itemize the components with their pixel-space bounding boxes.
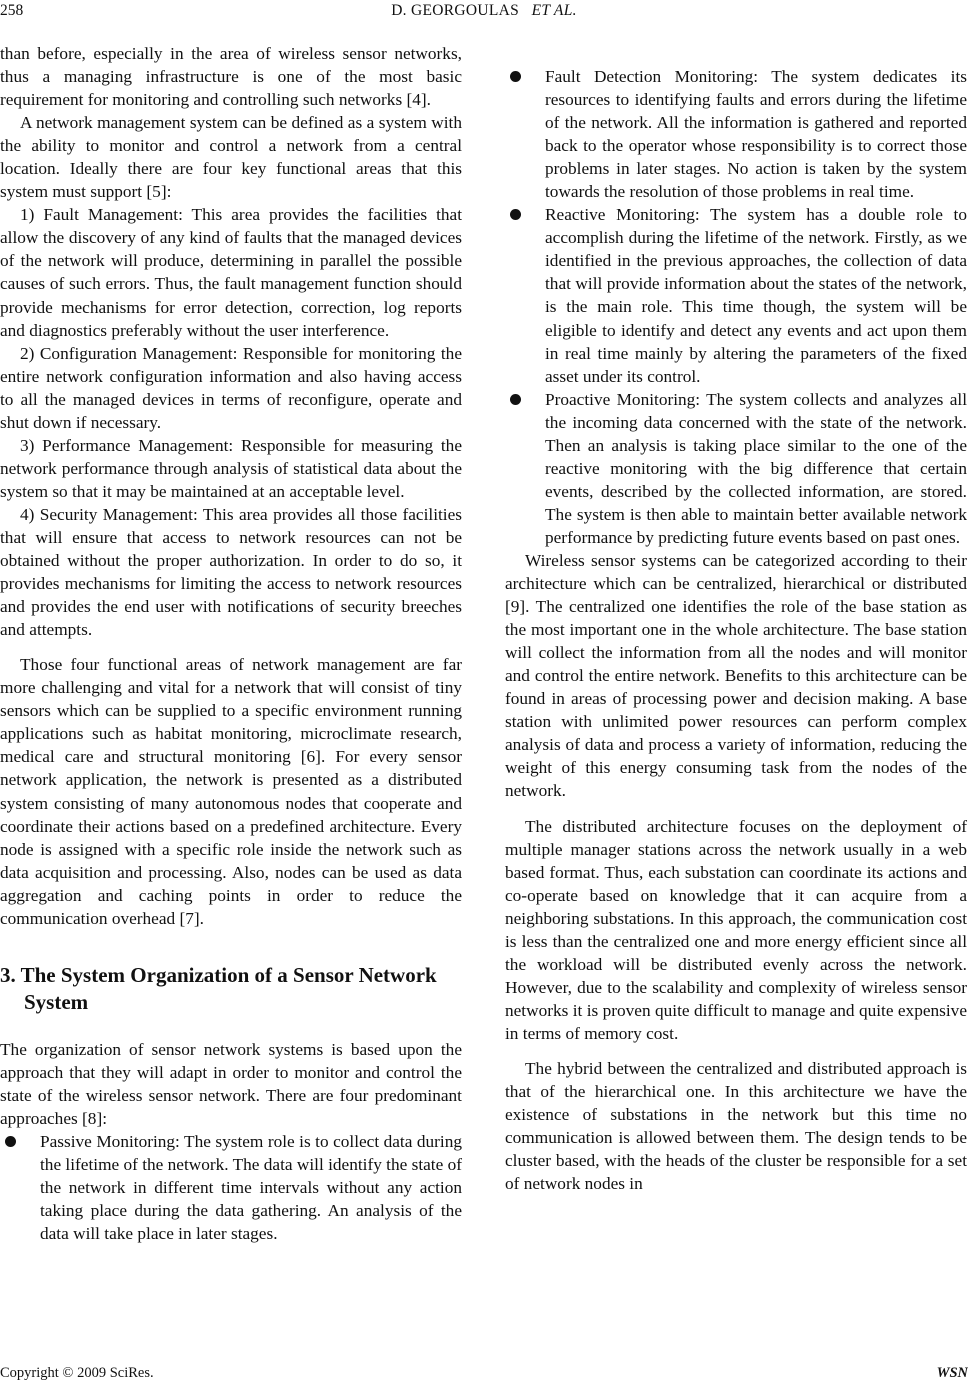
list-item-text: Proactive Monitoring: The system collects and analyzes all the incoming data concerned with the state of the network. Then an analysis is taking place similar to the one of the reactive monitoring with the big difference that certain events, described by the collected information, are stored. The system is then able to maintain better available network performance by predicting future events based on past ones. (545, 389, 967, 547)
bullet-dot-icon (510, 209, 521, 220)
journal-abbrev: WSN (936, 1365, 968, 1381)
header-authors: D. GEORGOULAS (391, 2, 520, 19)
bullet-dot-icon (510, 71, 521, 82)
bullet-dot-icon (510, 394, 521, 405)
paragraph: 3) Performance Management: Responsible for measuring the network performance through analysis of statistical data about the system so that it may be maintained at an acceptable level. (0, 435, 462, 501)
paragraph: A network management system can be defined as a system with the ability to monitor and control a network from a central location. Ideally there are four key functional areas that this system must support [5]: (0, 113, 462, 202)
left-column (0, 42, 462, 1245)
paragraph: 4) Security Management: This area provides all those facilities that will ensure that access to network resources can not be obtained without the proper authorization. In order to do so, it provides mechanisms for limiting the access to network resources and provides the end user with notifications of security breeches and attempts. (0, 504, 462, 640)
paragraph: 2) Configuration Management: Responsible for monitoring the entire network configuration information and also having access to all the managed devices in terms of reconfigure, operate and shut down if necessary. (0, 343, 462, 432)
list-item (505, 203, 967, 387)
copyright-notice: Copyright © 2009 SciRes. (0, 1365, 154, 1381)
paragraph: The organization of sensor network systems is based upon the approach that they will adapt in order to monitor and control the state of the wireless sensor network. There are four predominant approaches [8]: (0, 1039, 462, 1128)
running-header (0, 2, 968, 24)
paragraph: The distributed architecture focuses on the deployment of multiple manager stations across the network usually in a web based format. Thus, each substation can coordinate its actions and co-operate based on knowledge that it can acquire from a neighboring substations. In this approach, the communication cost is less than the centralized one and more energy efficient since all the workload will be distributed evenly across the network. However, due to the scalability and complexity of wireless sensor networks it is proven quite difficult to manage and quite expensive in terms of memory cost. (505, 816, 967, 1043)
list-item (0, 1130, 462, 1245)
paragraph: The hybrid between the centralized and distributed approach is that of the hierarchical one. In this architecture we have the existence of substations in the network but this time no communication is allowed between them. The design tends to be cluster based, with the heads of the cluster be responsible for a set of network nodes in (505, 1058, 967, 1194)
right-column (505, 65, 967, 1195)
approaches-list-continued (505, 65, 967, 549)
list-item (505, 388, 967, 549)
list-item-text: Reactive Monitoring: The system has a double role to accomplish during the lifetime of the network. Firstly, as we identified in the previous approaches, the collection of data that will provide information about the states of the network, is the main role. This time though, the system will be eligible to identify and detect any events and act upon them in real time mainly by altering the parameters of the fixed asset under its control. (545, 205, 967, 386)
paragraph: Those four functional areas of network management are far more challenging and vital for a network that will consist of tiny sensors which can be supplied to a specific environment running applications such as habitat monitoring, microclimate research, medical care and structural monitoring [6]. For every sensor network application, the network is presented as a distributed system consisting of many autonomous nodes that cooperate and coordinate their actions based on a predefined architecture. Every node is assigned with a specific role inside the network such as data acquisition and processing. Also, nodes can be used as data aggregation and caching points in order to reduce the communication overhead [7]. (0, 655, 462, 928)
bullet-dot-icon (5, 1136, 16, 1147)
paragraph: 1) Fault Management: This area provides the facilities that allow the discovery of any kind of faults that the managed devices of the network will produce, determining in parallel the possible causes of such errors. Thus, the fault management function should provide mechanisms for error detection, correction, log reports and diagnostics preferably without the user interference. (0, 205, 462, 340)
paragraph: than before, especially in the area of wireless sensor networks, thus a managing infrastructure is one of the most basic requirement for monitoring and controlling such networks [4]. (0, 44, 462, 110)
header-et-al: ET AL. (531, 2, 577, 19)
list-item (505, 65, 967, 203)
paragraph: Wireless sensor systems can be categorized according to their architecture which can be centralized, hierarchical or distributed [9]. The centralized one identifies the role of the base station as the most important one in the whole architecture. The base station will collect the information from all the nodes and will monitor and control the entire network. Benefits to this architecture can be found in areas of processing power and decision making. A base station with unlimited power resources can perform complex analysis of data and process a variety of information, reducing the weight of this energy consuming task from the nodes of the network. (505, 550, 967, 801)
section-heading: 3. The System Organization of a Sensor Network System (0, 962, 437, 1014)
list-item-text: Fault Detection Monitoring: The system dedicates its resources to identifying faults and errors during the lifetime of the network. All the information is gathered and reported back to the operator whose responsibility is to correct those problems in later stages. No action is taken by the system towards the resolution of those problems in real time. (545, 67, 967, 202)
list-item-text: Passive Monitoring: The system role is to collect data during the lifetime of the network. The data will identify the state of the network in different time intervals without any action taking place during the data gathering. An analysis of the data will take place in later stages. (40, 1131, 462, 1244)
page-number: 258 (0, 2, 24, 19)
running-title (0, 2, 968, 20)
approaches-list (0, 1130, 462, 1245)
